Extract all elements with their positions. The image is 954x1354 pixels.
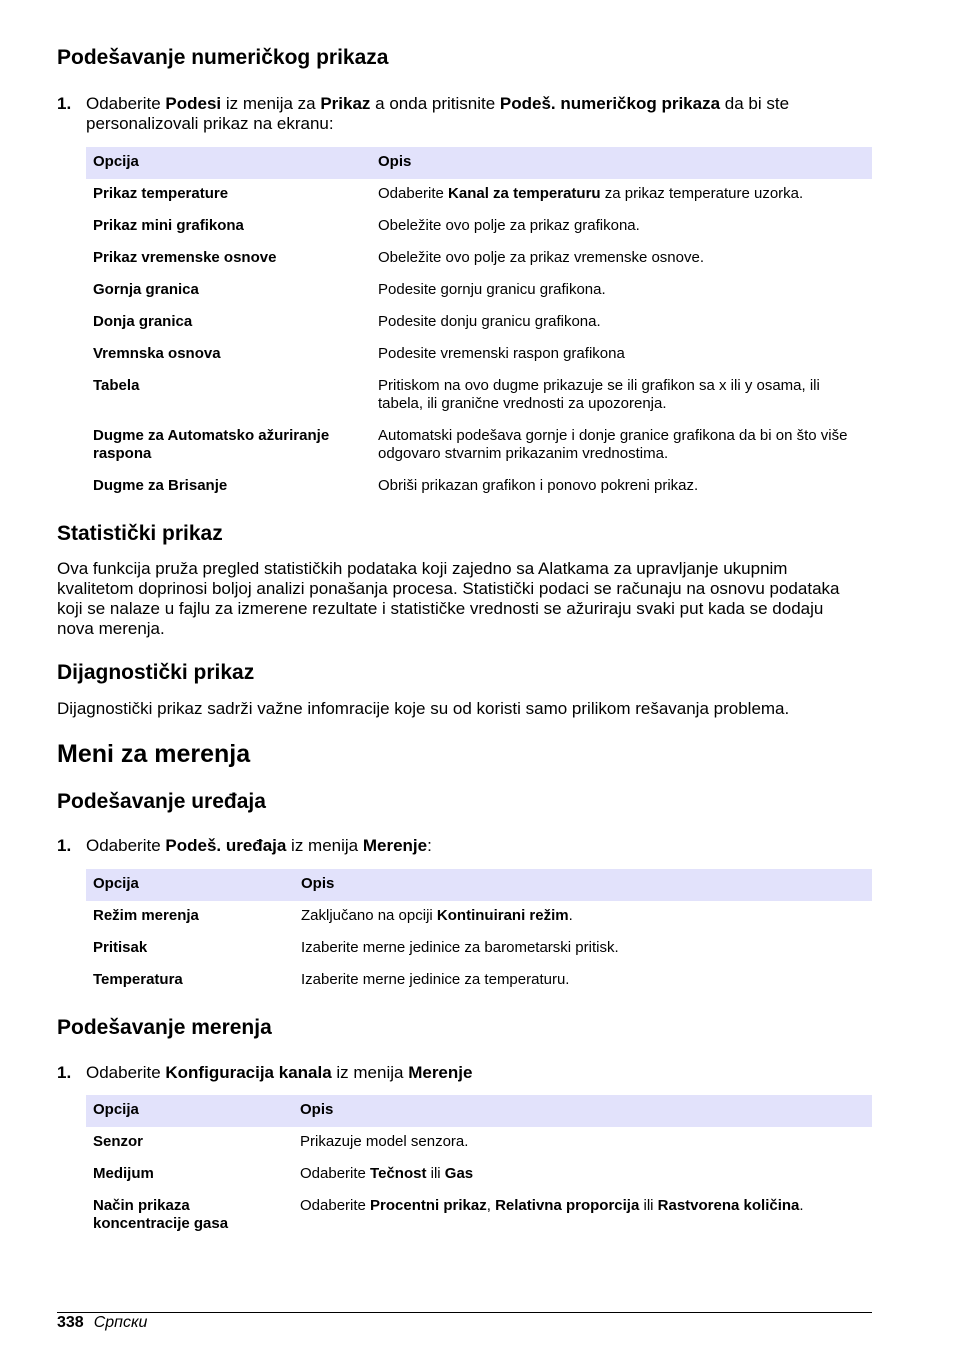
- table-row: [86, 1159, 872, 1191]
- option-name: Prikaz temperature: [93, 185, 229, 202]
- section-heading-device: Podešavanje uređaja: [57, 790, 266, 813]
- option-name: Prikaz mini grafikona: [93, 217, 244, 234]
- paragraph-diag: Dijagnostički prikaz sadrži važne infomracije koje su od koristi samo prilikom rešavanja problema.: [57, 699, 790, 718]
- header-option: Opcija: [86, 869, 294, 901]
- step-number: 1.: [57, 1063, 72, 1082]
- header-description: Opis: [294, 869, 872, 901]
- table-row: [86, 339, 872, 371]
- options-table-numeric: [86, 147, 872, 503]
- table-row: [86, 933, 872, 965]
- step-text: Odaberite Podeš. uređaja iz menija Merenje:: [86, 836, 432, 855]
- option-name: Vremnska osnova: [93, 345, 221, 362]
- option-description: Obriši prikazan grafikon i ponovo pokreni prikaz.: [378, 477, 699, 494]
- option-name: Senzor: [93, 1133, 144, 1150]
- header-option: Opcija: [86, 1095, 293, 1127]
- step-measure: [57, 1063, 872, 1083]
- step-text: Odaberite Konfiguracija kanala iz menija Merenje: [86, 1063, 473, 1082]
- table-row: [86, 965, 872, 997]
- page-footer: [57, 1312, 147, 1333]
- option-name: Dugme za Automatsko ažuriranje raspona: [93, 427, 330, 462]
- step-numeric: [57, 94, 872, 134]
- table-row: [86, 243, 872, 275]
- option-name: Dugme za Brisanje: [93, 477, 228, 494]
- options-table-device: [86, 869, 872, 997]
- option-name: Medijum: [93, 1165, 154, 1182]
- option-name: Pritisak: [93, 939, 148, 956]
- table-row: [86, 275, 872, 307]
- table-row: [86, 471, 872, 503]
- option-description: Pritiskom na ovo dugme prikazuje se ili grafikon sa x ili y osama, ili tabela, ili granične vrednosti za upozorenja.: [378, 377, 820, 412]
- table-row: [86, 1191, 872, 1241]
- footer-language: Српски: [93, 1314, 148, 1331]
- footer-divider: [57, 1312, 872, 1313]
- option-description: Odaberite Tečnost ili Gas: [300, 1165, 474, 1182]
- option-name: Prikaz vremenske osnove: [93, 249, 277, 266]
- header-description: Opis: [371, 147, 872, 179]
- chapter-heading: Meni za merenja: [57, 740, 251, 768]
- section-heading-stat: Statistički prikaz: [57, 522, 223, 545]
- table-header-row: [86, 1095, 872, 1127]
- options-table-measure: [86, 1095, 872, 1241]
- step-number: 1.: [57, 836, 72, 855]
- header-description: Opis: [293, 1095, 872, 1127]
- option-description: Izaberite merne jedinice za temperaturu.: [301, 971, 570, 988]
- step-device: [57, 836, 872, 856]
- option-description: Podesite donju granicu grafikona.: [378, 313, 601, 330]
- table-row: [86, 901, 872, 933]
- option-description: Podesite vremenski raspon grafikona: [378, 345, 625, 362]
- option-description: Obeležite ovo polje za prikaz vremenske osnove.: [378, 249, 705, 266]
- table-header-row: [86, 869, 872, 901]
- option-description: Podesite gornju granicu grafikona.: [378, 281, 606, 298]
- option-name: Režim merenja: [93, 907, 199, 924]
- table-row: [86, 307, 872, 339]
- table-row: [86, 371, 872, 421]
- table-header-row: [86, 147, 872, 179]
- table-row: [86, 1127, 872, 1159]
- option-description: Odaberite Procentni prikaz, Relativna proporcija ili Rastvorena količina.: [300, 1197, 804, 1214]
- option-description: Automatski podešava gornje i donje granice grafikona da bi on što više odgovaro stvarnim prikazanim vrednostima.: [378, 427, 848, 462]
- paragraph-stat: Ova funkcija pruža pregled statističkih podataka koji zajedno sa Alatkama za upravljanje ukupnim kvalitetom doprinosi boljoj analizi ponašanja procesa. Statistički podaci se računaju na osnovu podataka koji se nalaze u fajlu za izmerene rezultate i statističke vrednosti se ažuriraju svaki put kada se dodaju nova merenja.: [57, 559, 840, 638]
- option-description: Zaključano na opciji Kontinuirani režim.: [301, 907, 573, 924]
- section-heading-diag: Dijagnostički prikaz: [57, 661, 255, 684]
- option-description: Odaberite Kanal za temperaturu za prikaz temperature uzorka.: [378, 185, 804, 202]
- option-name: Tabela: [93, 377, 140, 394]
- option-name: Donja granica: [93, 313, 193, 330]
- section-heading-numeric: Podešavanje numeričkog prikaza: [57, 46, 389, 69]
- step-number: 1.: [57, 94, 72, 113]
- table-row: [86, 179, 872, 211]
- table-row: [86, 421, 872, 471]
- section-heading-measure: Podešavanje merenja: [57, 1016, 272, 1039]
- option-name: Gornja granica: [93, 281, 199, 298]
- step-text: Odaberite Podesi iz menija za Prikaz a onda pritisnite Podeš. numeričkog prikaza da bi ste personalizovali prikaz na ekranu:: [86, 94, 790, 133]
- option-name: Način prikaza koncentracije gasa: [93, 1197, 229, 1232]
- table-row: [86, 211, 872, 243]
- option-description: Obeležite ovo polje za prikaz grafikona.: [378, 217, 640, 234]
- option-description: Prikazuje model senzora.: [300, 1133, 469, 1150]
- option-description: Izaberite merne jedinice za barometarski pritisk.: [301, 939, 619, 956]
- header-option: Opcija: [86, 147, 371, 179]
- option-name: Temperatura: [93, 971, 183, 988]
- page-number: 338: [57, 1314, 84, 1331]
